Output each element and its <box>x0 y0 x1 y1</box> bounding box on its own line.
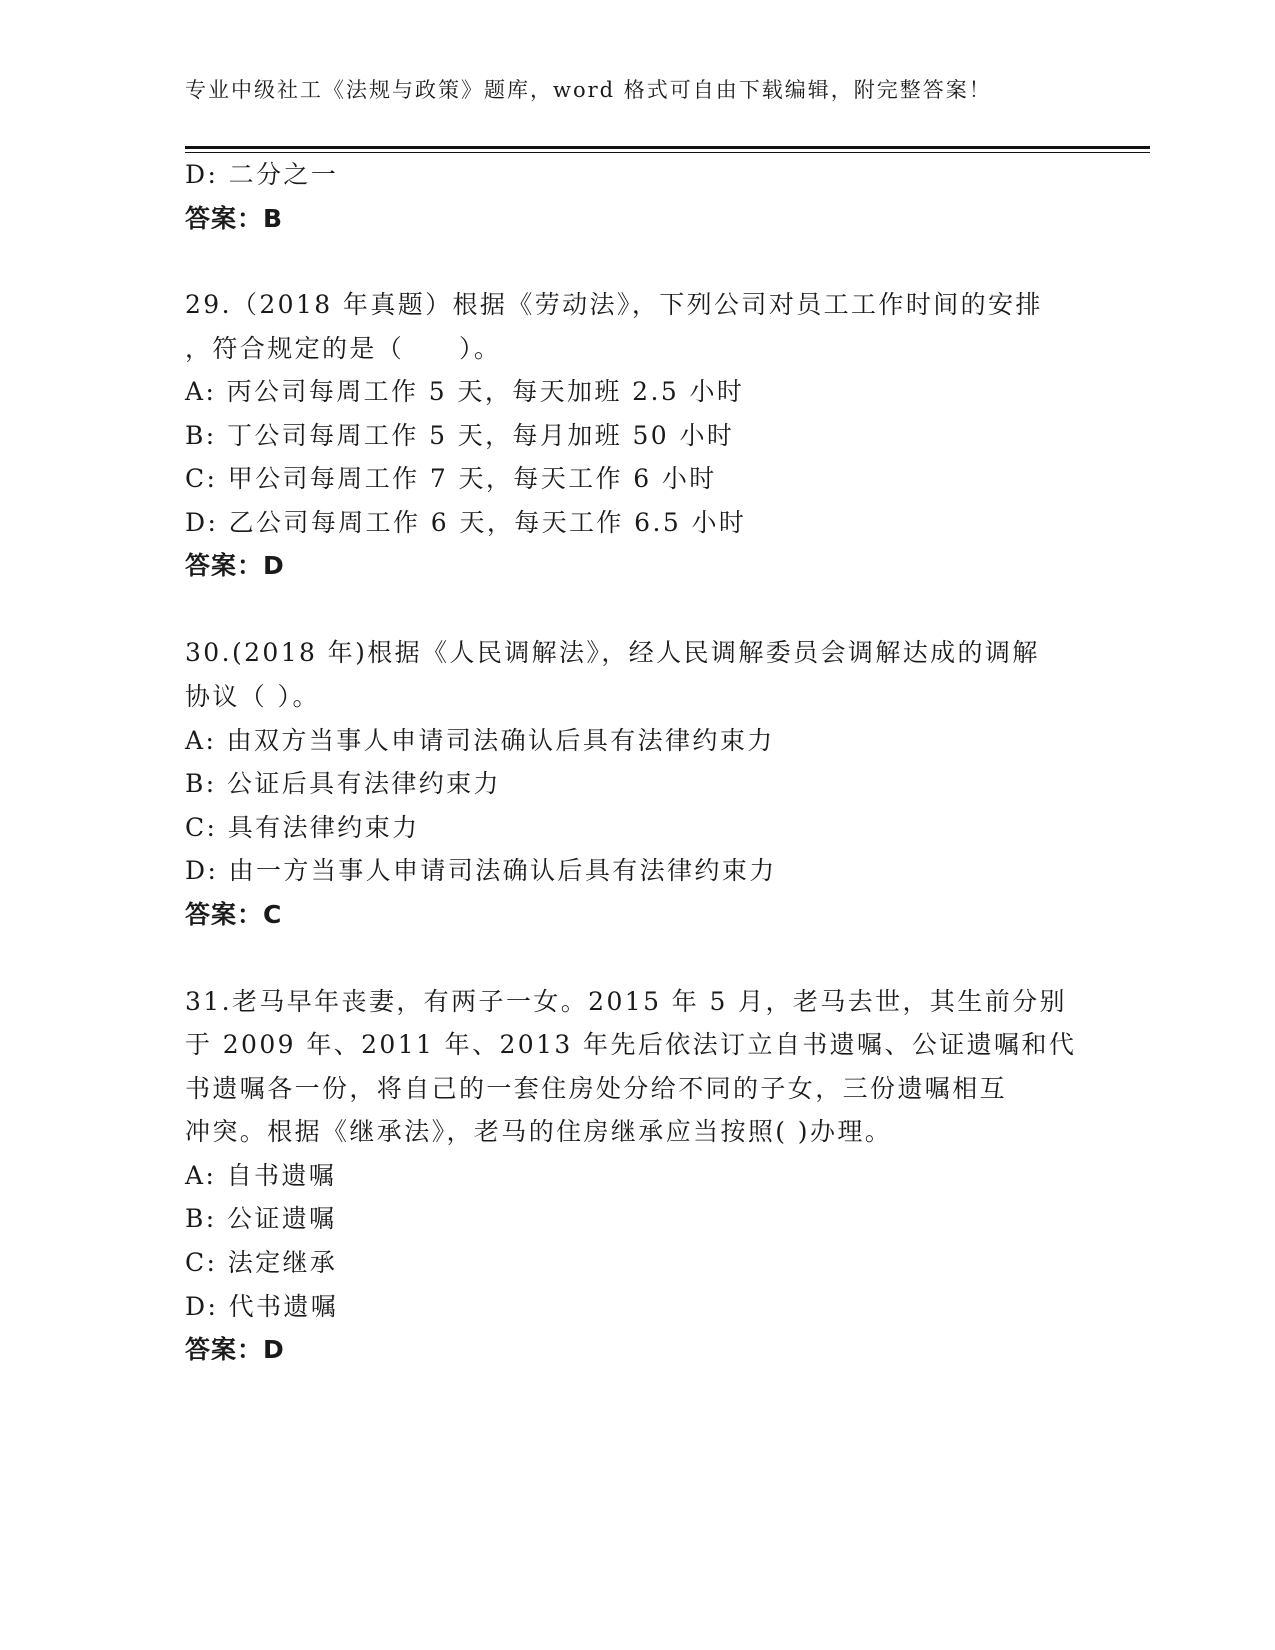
answer: 答案：C <box>185 900 283 929</box>
answer: 答案：D <box>185 551 285 580</box>
option-a: A: 自书遗嘱 <box>185 1161 337 1190</box>
option-a: A: 由双方当事人申请司法确认后具有法律约束力 <box>185 726 775 755</box>
option-c: C: 甲公司每周工作 7 天，每天工作 6 小时 <box>185 464 717 493</box>
question-stem-line: 30.(2018 年)根据《人民调解法》，经人民调解委员会调解达成的调解 <box>185 638 1040 667</box>
prev-answer: 答案：B <box>185 204 284 233</box>
question-stem-line: 冲突。根据《继承法》，老马的住房继承应当按照( )办理。 <box>185 1117 893 1146</box>
option-d: D: 由一方当事人申请司法确认后具有法律约束力 <box>185 856 777 885</box>
option-b: B: 公证遗嘱 <box>185 1204 337 1233</box>
option-c: C: 法定继承 <box>185 1248 338 1277</box>
prev-option-d: D: 二分之一 <box>185 160 339 189</box>
question-stem-line: ，符合规定的是（ ）。 <box>185 334 502 363</box>
option-b: B: 丁公司每周工作 5 天，每月加班 50 小时 <box>185 421 735 450</box>
option-d: D: 代书遗嘱 <box>185 1292 339 1321</box>
question-stem-line: 协议（ ）。 <box>185 682 320 711</box>
option-b: B: 公证后具有法律约束力 <box>185 769 501 798</box>
question-stem-line: 31.老马早年丧妻，有两子一女。2015 年 5 月，老马去世，其生前分别 <box>185 987 1067 1016</box>
answer: 答案：D <box>185 1335 285 1364</box>
option-a: A: 丙公司每周工作 5 天，每天加班 2.5 小时 <box>185 377 745 406</box>
question-stem-line: 书遗嘱各一份，将自己的一套住房处分给不同的子女，三份遗嘱相互 <box>185 1074 1008 1103</box>
header-divider-thin <box>185 152 1150 153</box>
page-header: 专业中级社工《法规与政策》题库，word 格式可自由下载编辑，附完整答案！ <box>185 78 992 102</box>
option-d: D: 乙公司每周工作 6 天，每天工作 6.5 小时 <box>185 508 747 537</box>
question-stem-line: 29.（2018 年真题）根据《劳动法》，下列公司对员工工作时间的安排 <box>185 290 1043 319</box>
question-stem-line: 于 2009 年、2011 年、2013 年先后依法订立自书遗嘱、公证遗嘱和代 <box>185 1030 1077 1059</box>
option-c: C: 具有法律约束力 <box>185 813 420 842</box>
header-divider-thick <box>185 146 1150 149</box>
